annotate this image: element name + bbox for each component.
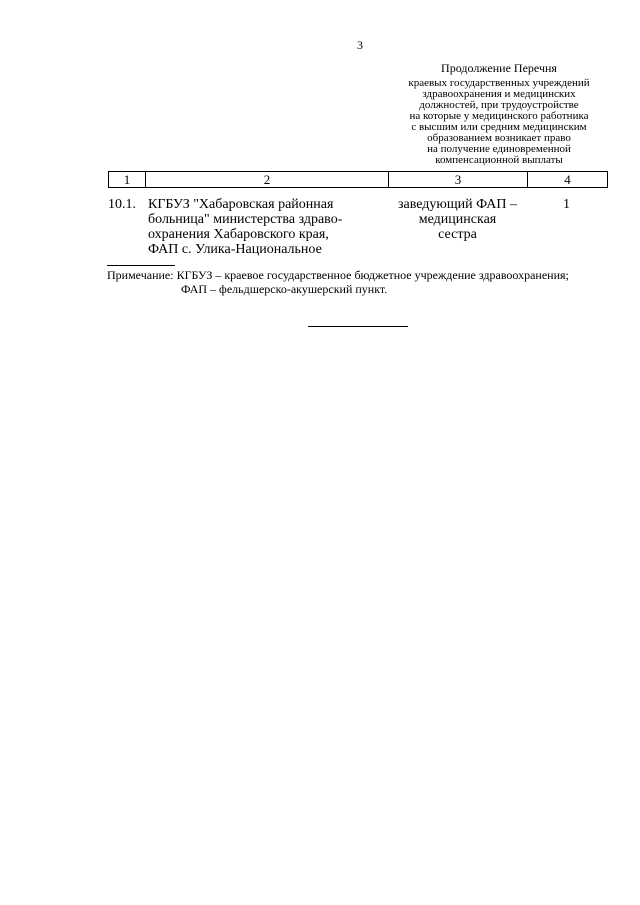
table-row — [108, 197, 608, 257]
column-number: 4 — [564, 171, 571, 187]
list-continuation-caption — [376, 62, 622, 166]
footnote — [107, 268, 627, 296]
position-line: сестра — [438, 227, 477, 242]
column-number: 3 — [389, 172, 528, 187]
footnote-line: ФАП – фельдшерско-акушерский пункт. — [181, 282, 388, 296]
table-column-numbers — [108, 171, 608, 188]
organization-line: КГБУЗ "Хабаровская районная — [148, 197, 334, 212]
caption-line: должностей, при трудоустройстве — [419, 99, 579, 111]
organization-line: больница" министерства здраво- — [148, 212, 343, 227]
caption-line: на получение единовременной — [427, 143, 571, 155]
organization-line: ФАП с. Улика-Национальное — [148, 242, 322, 257]
column-number: 2 — [146, 172, 389, 187]
end-of-document-rule — [308, 326, 408, 327]
caption-line: краевых государственных учреждений — [408, 77, 590, 89]
position-line: заведующий ФАП – — [397, 197, 518, 212]
column-number: 1 — [109, 172, 146, 187]
caption-line: здравоохранения и медицинских — [422, 88, 576, 100]
position-name — [388, 197, 527, 257]
caption-line: на которые у медицинского работника — [409, 110, 589, 122]
quantity: 1 — [563, 197, 570, 212]
row-number: 10.1. — [108, 197, 136, 212]
position-line: медицинская — [418, 212, 497, 227]
continuation-label: Продолжение Перечня — [441, 61, 557, 75]
organization-line: охранения Хабаровского края, — [148, 227, 329, 242]
organization-name — [148, 197, 388, 257]
footnote-line: Примечание: КГБУЗ – краевое государственное бюджетное учреждение здравоохранения; — [107, 268, 569, 282]
page-number: 3 — [357, 38, 363, 52]
caption-line: с высшим или средним медицинским — [411, 121, 587, 133]
note-separator — [107, 265, 175, 266]
caption-line: образованием возникает право — [427, 132, 571, 144]
caption-line: компенсационной выплаты — [435, 154, 563, 166]
